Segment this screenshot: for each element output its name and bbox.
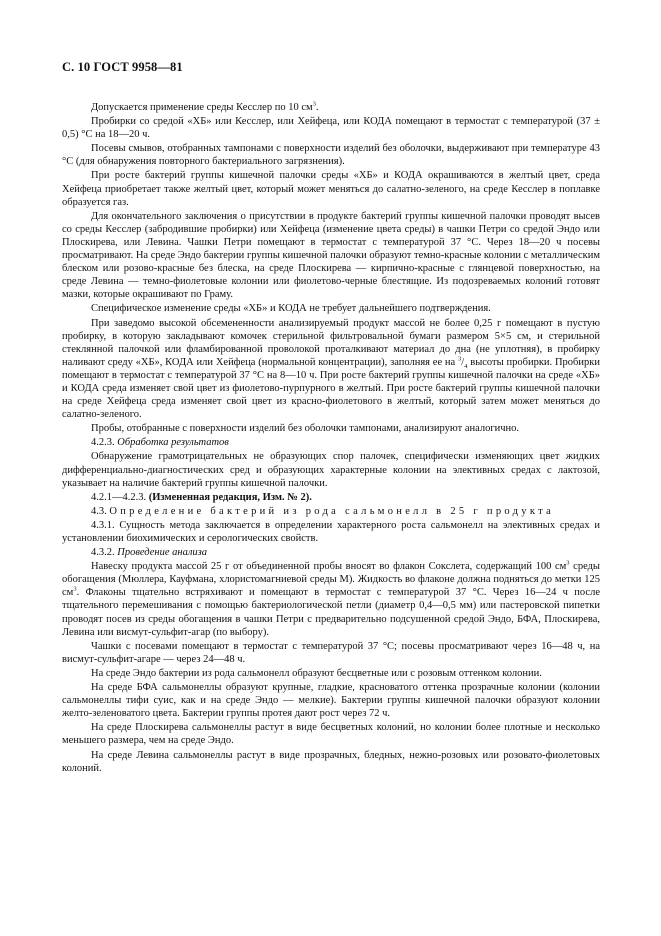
paragraph: Для окончательного заключения о присутствии в продукте бактерий группы кишечной палочки проводят высев со среды Кесслер (забродившие пробирки) или Хейфеца (изменение цвета среды) в чашки Петри со средой Эндо или Плоскирева, или Левина. Чашки Петри помещают в термостат с температурой 37 °С. Через 18—20 ч посевы просматривают. На среде Эндо бактерии группы кишечной палочки образуют темно-красные колонии с металлическим блеском или розово-красные без блеска, на среде Плоскирева — кирпично-красные с глянцевой поверхностью, на среде Левина — темно-фиолетовые колонии или фиолетово-черные блестящие. Из подозреваемых колоний готовят мазки, которые окрашивают по Граму.: [62, 210, 600, 301]
paragraph: При росте бактерий группы кишечной палочки среды «ХБ» и КОДА окрашиваются в желтый цвет, среда Хейфеца приобретает также желтый цвет, который может меняться до салатно-зеленого, на среде Кесслер в поплавке образуется газ.: [62, 170, 600, 208]
paragraph: Обнаружение грамотрицательных не образующих спор палочек, специфически изменяющих цвет жидких дифференциально-диагностических сред и образующих характерные колонии на элективных средах с лактозой, указывает на наличие бактерий группы кишечной палочки.: [62, 451, 600, 489]
paragraph: При заведомо высокой обсемененности анализируемый продукт массой не более 0,25 г помещают в пустую пробирку, в которую закладывают комочек стерильной фильтровальной бумаги размером 5×5 см, и стерильной стеклянной палочкой или фламбированной проволокой проталкивают материал до дна (не уплотняя), в пробирку наливают среду «ХБ», КОДА или Хейфеца (нормальной концентрации), заполняя ее на $^3/_4$ высоты пробирки. Пробирки помещают в термостат с температурой 37 °С на 8—10 ч. При росте бактерий группы кишечной палочки на среде «ХБ» и КОДА среда изменяет свой цвет из фиолетово-пурпурного в желтый. При росте бактерий группы кишечной палочки на среде Хейфеца среда изменяет свой цвет из красно-фиолетового в желтый, который затем может меняться до салатно-зеленого.: [62, 317, 600, 421]
paragraph: 4.3.1. Сущность метода заключается в определении характерного роста сальмонелл на элективных средах и установлении биохимических и серологических свойств.: [62, 519, 600, 544]
document-page: [62, 60, 600, 776]
paragraph: Навеску продукта массой 25 г от объединенной пробы вносят во флакон Сокслета, содержащий 100 $см^3$ среды обогащения (Мюллера, Кауфмана, хлористомагниевой среды М). Жидкость во флаконе должна подняться до метки 125 $см^3$. Флаконы тщательно встряхивают и помещают в термостат с температурой 37 °С. Через 16—24 ч после тщательного перемешивания с помощью бактериологической петли (диаметр 0,4—0,5 мм) или пастеровской пипетки проводят посев из среды обогащения в чашки Петри с предварительно подсушенной средой Эндо, БФА, Плоскирева, Левина или висмут-сульфит-агар (по выбору).: [62, 559, 600, 638]
paragraph: На среде Левина сальмонеллы растут в виде прозрачных, бледных, нежно-розовых или розовато-фиолетовых колоний.: [62, 749, 600, 774]
amendment-note: 4.2.1—4.2.3. (Измененная редакция, Изм. № 2).: [91, 491, 312, 503]
section-heading-4-3: 4.3. Определение бактерий из рода сальмонелл в 25 г продукта: [91, 505, 555, 517]
paragraph: На среде БФА сальмонеллы образуют крупные, гладкие, красноватого оттенка прозрачные колонии (колонии сальмонеллы тифи суис, как и на среде Эндо — мелкие). Бактерии группы кишечной палочки образуют колонии желто-зеленоватого цвета. Бактерии группы протея дают рост через 72 ч.: [62, 682, 600, 720]
paragraph: На среде Плоскирева сальмонеллы растут в виде бесцветных колоний, но колонии более плотные и несколько меньшего размера, чем на среде Эндо.: [62, 722, 600, 747]
paragraph: Допускается применение среды Кесслер по 10 $см^3$.: [91, 100, 319, 113]
paragraph: На среде Эндо бактерии из рода сальмонелл образуют бесцветные или с розовым оттенком колонии.: [91, 667, 542, 679]
paragraph: Специфическое изменение среды «ХБ» и КОДА не требует дальнейшего подтверждения.: [91, 303, 491, 315]
paragraph: Чашки с посевами помещают в термостат с температурой 37 °С; посевы просматривают через 16—48 ч, на висмут-сульфит-агаре — через 24—48 ч.: [62, 640, 600, 665]
paragraph: Пробы, отобранные с поверхности изделий без оболочки тампонами, анализируют аналогично.: [91, 423, 520, 435]
section-heading-4-2-3: 4.2.3. Обработка результатов: [91, 437, 229, 449]
section-heading-4-3-2: 4.3.2. Проведение анализа: [91, 547, 208, 559]
paragraph: Пробирки со средой «ХБ» или Кесслер, или Хейфеца, или КОДА помещают в термостат с температурой (37 ± 0,5) °С на 18—20 ч.: [62, 116, 600, 141]
page-header: С. 10 ГОСТ 9958—81: [62, 60, 183, 74]
paragraph: Посевы смывов, отобранных тампонами с поверхности изделий без оболочки, выдерживают при температуре 43 °С (для обнаружения повторного бактериального загрязнения).: [62, 143, 600, 168]
